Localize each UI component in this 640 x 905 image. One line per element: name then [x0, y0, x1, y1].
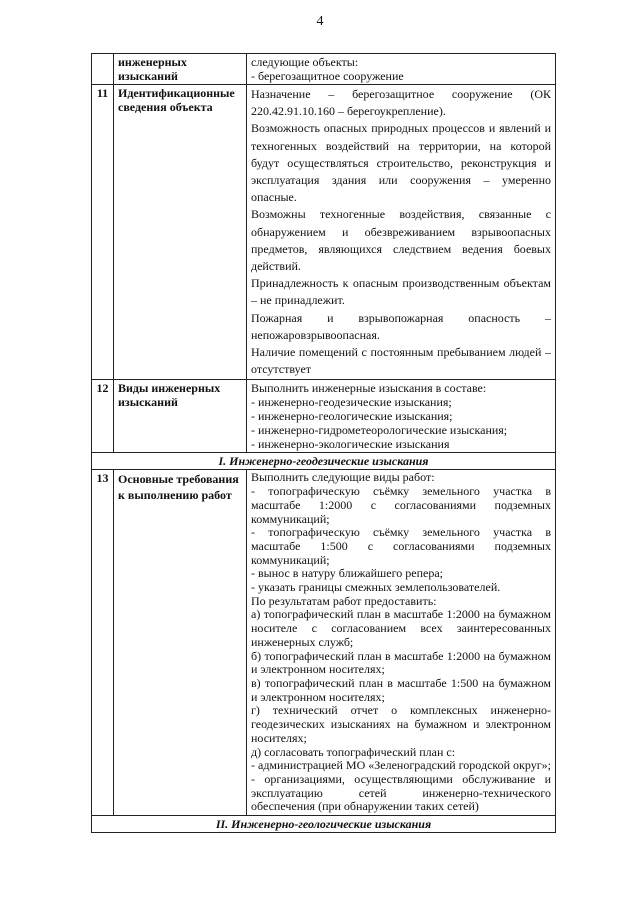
row-value-cell — [247, 470, 556, 816]
row-name-cell: Идентификационные сведения объекта — [114, 85, 247, 380]
value-line: - инженерно-экологические изыскания — [251, 437, 450, 452]
section-header-row — [92, 816, 556, 833]
value-line: г) технический отчет о комплексных инженерно-геодезических изысканиях на бумажном и электронном носителях; — [251, 703, 551, 745]
value-paragraph: Наличие помещений с постоянным пребыванием людей – отсутствует — [251, 345, 551, 377]
value-paragraph: Принадлежность к опасным производственным объектам – не принадлежит. — [251, 276, 551, 308]
value-paragraph: Возможны техногенные воздействия, связанные с обнаружением и обезвреживанием взрывоопасных предметов, являющихся следствием ведения боевых действий. — [251, 207, 551, 274]
table-row-11 — [92, 85, 556, 380]
value-line: По результатам работ предоставить: — [251, 593, 437, 608]
row-number-cell: 13 — [92, 470, 114, 816]
section-heading-geological: II. Инженерно-геологические изыскания — [92, 816, 556, 833]
value-line: - топографическую съёмку земельного участка в масштабе 1:2000 с согласованиями подземных коммуникаций; — [251, 484, 551, 526]
section-heading-geodetic: I. Инженерно-геодезические изыскания — [92, 453, 556, 470]
value-line: б) топографический план в масштабе 1:2000 на бумажном и электронном носителях; — [251, 648, 551, 677]
section-header-row — [92, 453, 556, 470]
value-line: д) согласовать топографический план с: — [251, 744, 456, 759]
value-line: Выполнить следующие виды работ: — [251, 470, 435, 485]
row-value-cell — [247, 85, 556, 380]
row-name-cell: Виды инженерных изысканий — [114, 380, 247, 453]
value-line: - берегозащитное сооружение — [251, 69, 404, 83]
value-line: в) топографический план в масштабе 1:500 на бумажном и электронном носителях; — [251, 676, 551, 704]
value-paragraph: Пожарная и взрывопожарная опасность – непожаровзрывоопасная. — [251, 310, 551, 342]
value-line: следующие объекты: — [251, 55, 359, 69]
value-paragraph: Назначение – берегозащитное сооружение (ОК 220.42.91.10.160 – берегоукрепление). — [251, 87, 551, 119]
table-row-13 — [92, 470, 556, 816]
row-number-cell: 12 — [92, 380, 114, 453]
value-line: - инженерно-геологические изыскания; — [251, 409, 453, 424]
page-number: 4 — [316, 14, 324, 29]
row-number-cell — [92, 54, 114, 85]
value-line: - топографическую съёмку земельного участка в масштабе 1:500 с согласованиями подземных коммуникаций; — [251, 525, 551, 567]
value-line: - инженерно-геодезические изыскания; — [251, 395, 452, 410]
value-line: а) топографический план в масштабе 1:2000 на бумажном носителе с согласованием всех заинтересованных инженерных служб; — [251, 607, 551, 649]
value-line: - администрацией МО «Зеленоградский городской округ»; — [251, 758, 551, 773]
value-line: Выполнить инженерные изыскания в составе: — [251, 381, 487, 396]
value-line: - указать границы смежных землепользователей. — [251, 580, 501, 595]
table-row-continued — [92, 54, 556, 85]
value-paragraph: Возможность опасных природных процессов и явлений и техногенных воздействий на территории, на которой будут осуществляться строительство, реконструкция и эксплуатация здания или сооружения – умеренно опасные. — [251, 121, 551, 205]
value-line: - инженерно-гидрометеорологические изыскания; — [251, 423, 508, 438]
requirements-table — [91, 53, 556, 833]
table-row-12 — [92, 380, 556, 453]
row-value-cell — [247, 380, 556, 453]
row-name-cell: инженерных изысканий — [114, 54, 247, 85]
value-line: - вынос в натуру ближайшего репера; — [251, 566, 443, 581]
row-number-cell: 11 — [92, 85, 114, 380]
row-value-cell — [247, 54, 556, 85]
value-line: - организациями, осуществляющими обслуживание и эксплуатацию сетей инженерно-технического обеспечения (при обнаружении таких сетей) — [251, 771, 551, 814]
row-name-cell: Основные требования к выполнению работ — [114, 470, 247, 816]
